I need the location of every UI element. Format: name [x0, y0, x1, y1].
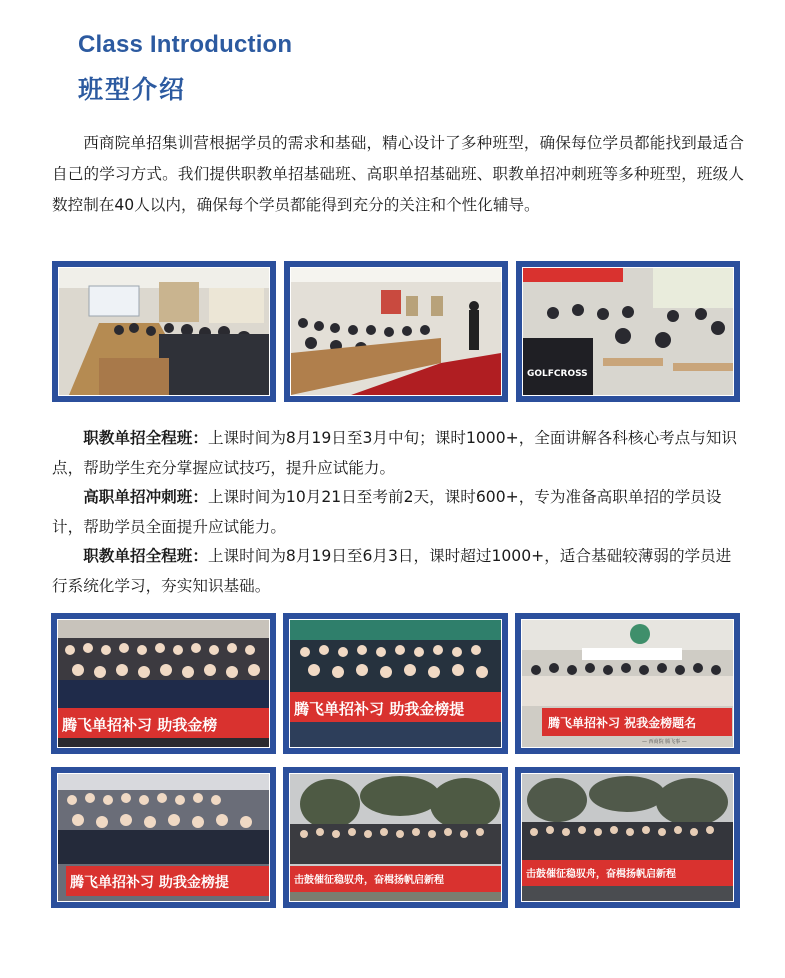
classroom-photo-3	[516, 261, 740, 402]
course-item	[52, 483, 744, 542]
course-name: 高职单招冲刺班：	[83, 488, 208, 506]
intro-paragraph: 西商院单招集训营根据学员的需求和基础，精心设计了多种班型，确保每位学员都能找到最适合自己的学习方式。我们提供职教单招基础班、高职单招基础班、职教单招冲刺班等多种班型，班级人数控制在40人以内，确保每个学员都能得到充分的关注和个性化辅导。	[52, 134, 744, 214]
course-desc: 上课时间为8月19日至3月中旬；课时1000+，全面讲解各科核心考点与知识点，帮助学生充分掌握应试技巧，提升应试能力。	[52, 429, 738, 477]
group-photo-2	[283, 613, 508, 754]
banner-text: 击鼓催征稳驭舟，奋楫扬帆启新程	[294, 875, 444, 886]
group-photo-1	[51, 613, 276, 754]
banner-text: 腾飞单招补习 祝我金榜题名	[548, 716, 697, 730]
banner-text: 腾飞单招补习 助我金榜提	[294, 700, 465, 718]
group-photo-3	[515, 613, 740, 754]
title-english: Class Introduction	[78, 31, 293, 58]
group-photo-5	[283, 767, 508, 908]
banner-text: 腾飞单招补习 助我金榜提	[70, 875, 229, 891]
banner-text: 腾飞单招补习 助我金榜	[62, 716, 218, 734]
course-item	[52, 542, 744, 601]
banner-subtext: — 西商院 腾飞事 —	[642, 739, 687, 745]
classroom-photo-1	[52, 261, 276, 402]
title-chinese: 班型介绍	[78, 75, 187, 104]
group-photo-4	[51, 767, 276, 908]
course-name: 职教单招全程班：	[83, 547, 208, 565]
course-name: 职教单招全程班：	[83, 429, 208, 447]
classroom-photo-2	[284, 261, 508, 402]
course-desc: 上课时间为8月19日至6月3日，课时超过1000+，适合基础较薄弱的学员进行系统化学习，夯实知识基础。	[52, 547, 732, 595]
course-item	[52, 424, 744, 483]
banner-text: 击鼓催征稳驭舟，奋楫扬帆启新程	[526, 869, 676, 880]
course-desc: 上课时间为10月21日至考前2天，课时600+，专为准备高职单招的学员设计，帮助学员全面提升应试能力。	[52, 488, 722, 536]
group-photo-6	[515, 767, 740, 908]
jacket-text: GOLFCROSS	[527, 369, 588, 379]
